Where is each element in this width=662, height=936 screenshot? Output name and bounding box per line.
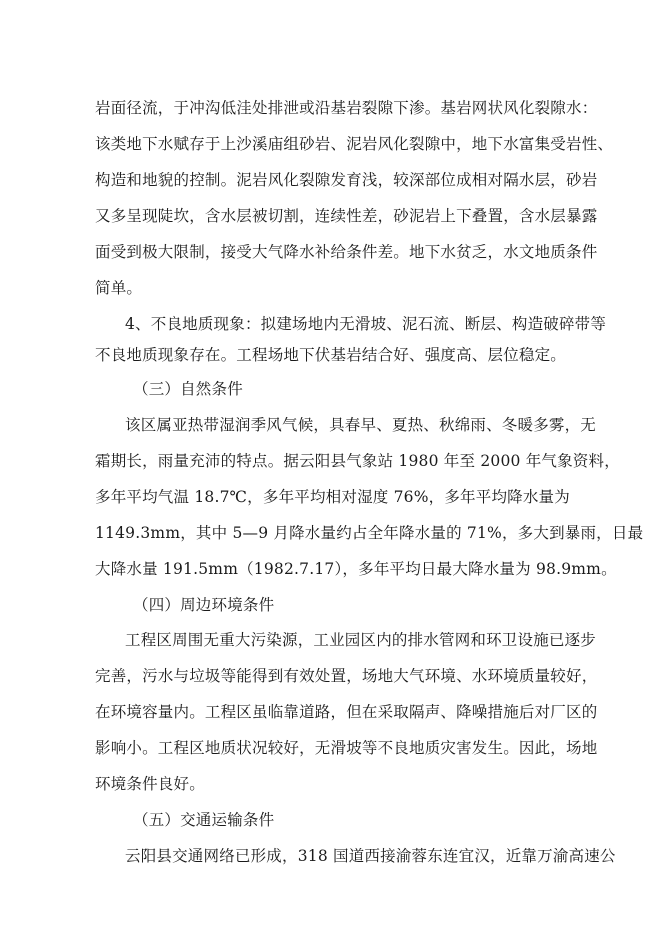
text-line: 大降水量 191.5mm（1982.7.17），多年平均日最大降水量为 98.9mm。 [95, 560, 617, 578]
paragraph-first-line: 工程区周围无重大污染源，工业园区内的排水管网和环卫设施已逐步 [125, 631, 597, 649]
section-heading: （三）自然条件 [133, 380, 243, 398]
text-line: 简单。 [95, 279, 143, 297]
paragraph-first-line: 云阳县交通网络已形成，318 国道西接渝蓉东连宜汉，近靠万渝高速公 [125, 847, 616, 865]
section-heading: （四）周边环境条件 [133, 596, 275, 614]
text-line: 完善，污水与垃圾等能得到有效处置，场地大气环境、水环境质量较好， [95, 667, 598, 685]
text-line: 该类地下水赋存于上沙溪庙组砂岩、泥岩风化裂隙中，地下水富集受岩性、 [95, 135, 614, 153]
text-line: 1149.3mm，其中 5—9 月降水量约占全年降水量的 71%，多大到暴雨，日最 [95, 524, 644, 542]
text-line: 环境条件良好。 [95, 775, 205, 793]
text-line: 影响小。工程区地质状况较好，无滑坡等不良地质灾害发生。因此，场地 [95, 739, 598, 757]
section-heading: （五）交通运输条件 [133, 811, 275, 829]
text-line: 构造和地貌的控制。泥岩风化裂隙发育浅，较深部位成相对隔水层，砂岩 [95, 171, 598, 189]
paragraph-first-line: 该区属亚热带湿润季风气候，具春早、夏热、秋绵雨、冬暖多雾，无 [125, 416, 597, 434]
text-line: 岩面径流，于冲沟低洼处排泄或沿基岩裂隙下渗。基岩网状风化裂隙水： [95, 99, 598, 117]
text-line: 不良地质现象存在。工程场地下伏基岩结合好、强度高、层位稳定。 [95, 346, 567, 364]
text-line: 在环境容量内。工程区虽临靠道路，但在采取隔声、降噪措施后对厂区的 [95, 703, 598, 721]
paragraph-first-line: 4、不良地质现象：拟建场地内无滑坡、泥石流、断层、构造破碎带等 [125, 315, 607, 333]
text-line: 面受到极大限制，接受大气降水补给条件差。地下水贫乏，水文地质条件 [95, 243, 598, 261]
text-line: 又多呈现陡坎，含水层被切割，连续性差，砂泥岩上下叠置，含水层暴露 [95, 207, 598, 225]
text-line: 霜期长，雨量充沛的特点。据云阳县气象站 1980 年至 2000 年气象资料， [95, 452, 620, 470]
text-line: 多年平均气温 18.7℃，多年平均相对湿度 76%，多年平均降水量为 [95, 488, 570, 506]
